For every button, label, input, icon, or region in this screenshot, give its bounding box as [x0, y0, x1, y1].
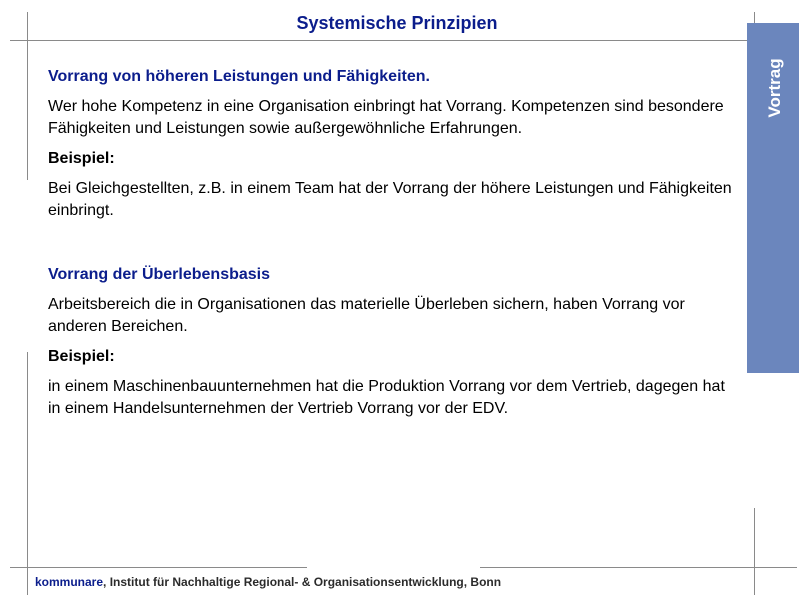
- section-text: Wer hohe Kompetenz in eine Organisation einbringt hat Vorrang. Kompetenzen sind besondere Fähigkeiten und Leistungen sowie außergewöhnliche Erfahrungen.: [48, 98, 724, 137]
- left-border-bottom: [27, 352, 28, 595]
- example-text: in einem Maschinenbauunternehmen hat die Produktion Vorrang vor dem Vertrieb, dagegen hat in einem Handelsunternehmen der Vertrieb Vorrang vor der EDV.: [48, 378, 725, 417]
- section-2: [48, 264, 738, 420]
- section-1: [48, 66, 738, 222]
- right-border-bottom: [754, 508, 755, 595]
- left-border-top: [27, 12, 28, 180]
- header-divider: [10, 40, 797, 41]
- footer-text: , Institut für Nachhaltige Regional- & Organisationsentwicklung, Bonn: [103, 575, 502, 589]
- footer-divider-left: [10, 567, 307, 568]
- footer-divider-right: [480, 567, 797, 568]
- section-heading: Vorrang von höheren Leistungen und Fähigkeiten.: [48, 68, 430, 85]
- section-text: Arbeitsbereich die in Organisationen das materielle Überleben sichern, haben Vorrang vor anderen Bereichen.: [48, 296, 685, 335]
- sidebar-tab-label: Vortrag: [765, 58, 784, 118]
- main-content: [48, 66, 738, 428]
- example-text: Bei Gleichgestellten, z.B. in einem Team hat der Vorrang der höhere Leistungen und Fähigkeiten einbringt.: [48, 180, 732, 219]
- section-heading: Vorrang der Überlebensbasis: [48, 266, 270, 283]
- example-label: Beispiel:: [48, 150, 115, 167]
- page-title: Systemische Prinzipien: [296, 13, 498, 33]
- footer-brand: kommunare: [35, 575, 104, 589]
- section-spacer: [48, 230, 738, 264]
- footer: [35, 575, 501, 589]
- example-label: Beispiel:: [48, 348, 115, 365]
